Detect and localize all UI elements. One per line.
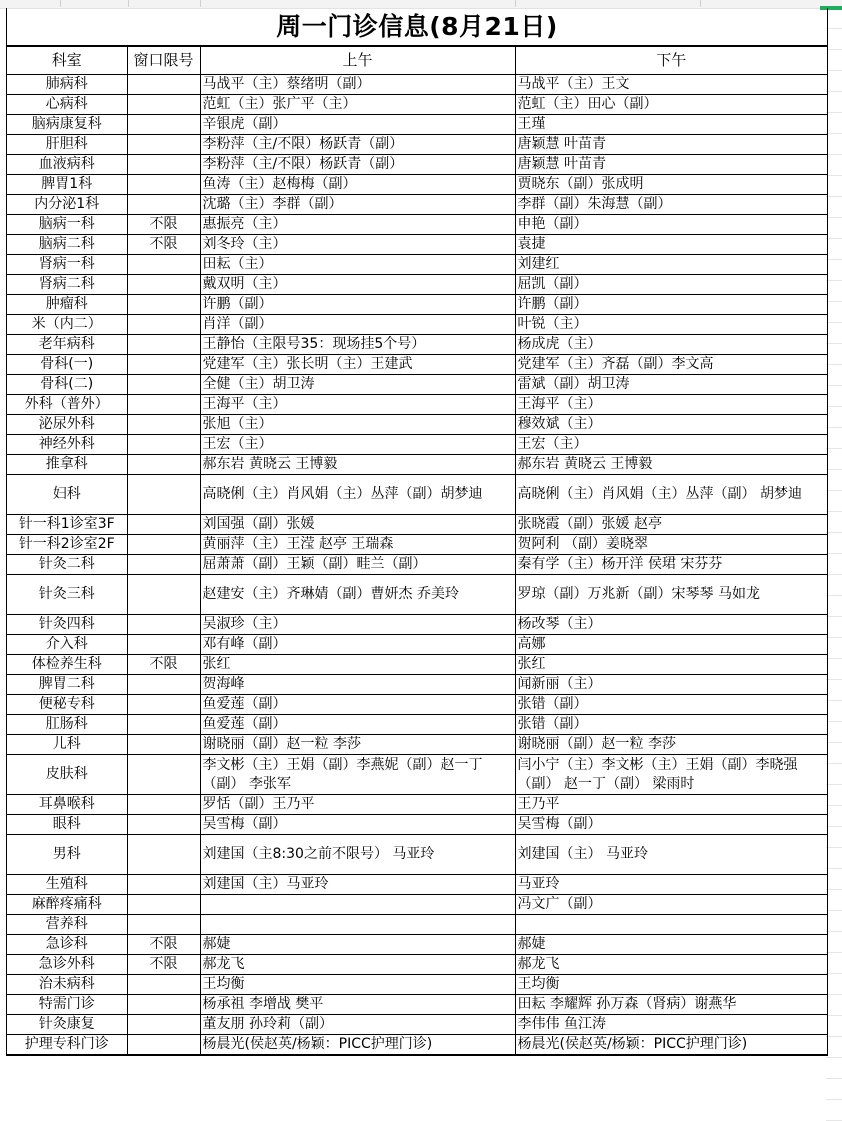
morning-cell: 刘建国（主）马亚玲 xyxy=(200,875,515,895)
schedule-table xyxy=(7,46,827,1055)
window-limit-cell xyxy=(127,895,200,915)
morning-cell: 刘建国（主8:30之前不限号） 马亚玲 xyxy=(200,835,515,875)
department-cell: 麻醉疼痛科 xyxy=(7,895,127,915)
morning-cell: 鱼涛（主）赵梅梅（副） xyxy=(200,175,515,195)
morning-cell: 鱼爱莲（副） xyxy=(200,695,515,715)
window-limit-cell xyxy=(127,395,200,415)
morning-cell: 戴双明（主） xyxy=(200,275,515,295)
afternoon-cell: 谢晓丽（副）赵一粒 李莎 xyxy=(515,735,827,755)
department-cell: 针灸二科 xyxy=(7,555,127,575)
table-row xyxy=(7,1015,827,1035)
morning-cell: 邓有峰（副） xyxy=(200,635,515,655)
morning-cell: 屈萧萧（副）王颖（副）畦兰（副） xyxy=(200,555,515,575)
table-row xyxy=(7,755,827,795)
afternoon-cell: 雷斌（副）胡卫涛 xyxy=(515,375,827,395)
department-cell: 耳鼻喉科 xyxy=(7,795,127,815)
afternoon-cell: 马亚玲 xyxy=(515,875,827,895)
department-cell: 急诊科 xyxy=(7,935,127,955)
table-row xyxy=(7,95,827,115)
department-cell: 眼科 xyxy=(7,815,127,835)
column-divider xyxy=(200,0,201,7)
afternoon-cell: 张错（副） xyxy=(515,695,827,715)
table-row xyxy=(7,415,827,435)
morning-cell: 辛银虎（副） xyxy=(200,115,515,135)
department-cell: 脑病一科 xyxy=(7,215,127,235)
morning-cell: 张旭（主） xyxy=(200,415,515,435)
department-cell: 体检养生科 xyxy=(7,655,127,675)
afternoon-cell: 杨改琴（主） xyxy=(515,615,827,635)
morning-cell: 李文彬（主）王娟（副）李燕妮（副）赵一丁（副） 李张军 xyxy=(200,755,515,795)
department-cell: 针灸三科 xyxy=(7,575,127,615)
afternoon-cell: 王乃平 xyxy=(515,795,827,815)
table-row xyxy=(7,575,827,615)
morning-cell: 郝婕 xyxy=(200,935,515,955)
window-limit-cell xyxy=(127,735,200,755)
window-limit-cell xyxy=(127,135,200,155)
table-row xyxy=(7,455,827,475)
table-row xyxy=(7,155,827,175)
afternoon-cell: 张晓霞（副）张媛 赵亭 xyxy=(515,515,827,535)
department-cell: 儿科 xyxy=(7,735,127,755)
afternoon-cell: 马战平（主）王文 xyxy=(515,75,827,95)
department-cell: 泌尿外科 xyxy=(7,415,127,435)
table-row xyxy=(7,315,827,335)
afternoon-cell: 张红 xyxy=(515,655,827,675)
department-cell: 肝胆科 xyxy=(7,135,127,155)
table-row xyxy=(7,815,827,835)
afternoon-cell: 贺阿利 （副）姜晓翠 xyxy=(515,535,827,555)
department-cell: 护理专科门诊 xyxy=(7,1035,127,1055)
morning-cell: 杨承祖 李增战 樊平 xyxy=(200,995,515,1015)
window-limit-cell xyxy=(127,515,200,535)
window-limit-cell xyxy=(127,295,200,315)
morning-cell: 王海平（主） xyxy=(200,395,515,415)
window-limit-cell xyxy=(127,915,200,935)
window-limit-cell xyxy=(127,435,200,455)
window-limit-cell xyxy=(127,795,200,815)
department-cell: 神经外科 xyxy=(7,435,127,455)
table-row xyxy=(7,735,827,755)
window-limit-cell xyxy=(127,195,200,215)
table-row xyxy=(7,235,827,255)
table-row xyxy=(7,515,827,535)
window-limit-cell xyxy=(127,475,200,515)
table-row xyxy=(7,195,827,215)
department-cell: 治未病科 xyxy=(7,975,127,995)
morning-cell: 田耘（主） xyxy=(200,255,515,275)
window-limit-cell xyxy=(127,155,200,175)
morning-cell: 吴淑珍（主） xyxy=(200,615,515,635)
department-cell: 脾胃二科 xyxy=(7,675,127,695)
department-cell: 肾病二科 xyxy=(7,275,127,295)
window-limit-cell xyxy=(127,455,200,475)
morning-cell: 马战平（主）蔡绪明（副） xyxy=(200,75,515,95)
window-limit-cell xyxy=(127,415,200,435)
afternoon-cell: 高娜 xyxy=(515,635,827,655)
table-row xyxy=(7,935,827,955)
afternoon-cell: 王海平（主） xyxy=(515,395,827,415)
afternoon-cell: 王瑾 xyxy=(515,115,827,135)
morning-cell: 李粉萍（主/不限）杨跃青（副） xyxy=(200,135,515,155)
morning-cell: 王静怡（主限号35：现场挂5个号） xyxy=(200,335,515,355)
window-limit-cell: 不限 xyxy=(127,935,200,955)
table-row xyxy=(7,615,827,635)
table-row xyxy=(7,875,827,895)
window-limit-cell xyxy=(127,755,200,795)
morning-cell: 刘冬玲（主） xyxy=(200,235,515,255)
afternoon-cell: 秦有学（主）杨开洋 侯珺 宋芬芬 xyxy=(515,555,827,575)
department-cell: 脑病二科 xyxy=(7,235,127,255)
department-cell: 肛肠科 xyxy=(7,715,127,735)
afternoon-cell: 唐颖慧 叶苗青 xyxy=(515,155,827,175)
morning-cell: 杨晨光(侯赵英/杨颖：PICC护理门诊) xyxy=(200,1035,515,1055)
morning-cell: 赵建安（主）齐琳婧（副）曹妍杰 乔美玲 xyxy=(200,575,515,615)
morning-cell: 鱼爱莲（副） xyxy=(200,715,515,735)
window-limit-cell: 不限 xyxy=(127,215,200,235)
afternoon-cell: 闫小宁（主）李文彬（主）王娟（副）李晓强（副） 赵一丁（副） 梁雨时 xyxy=(515,755,827,795)
column-divider xyxy=(60,0,61,7)
department-cell: 脑病康复科 xyxy=(7,115,127,135)
morning-cell: 郝东岩 黄晓云 王博毅 xyxy=(200,455,515,475)
afternoon-cell: 郝东岩 黄晓云 王博毅 xyxy=(515,455,827,475)
table-row xyxy=(7,395,827,415)
afternoon-cell: 袁捷 xyxy=(515,235,827,255)
morning-cell: 董友朋 孙玲莉（副） xyxy=(200,1015,515,1035)
morning-cell: 刘国强（副）张媛 xyxy=(200,515,515,535)
window-limit-cell xyxy=(127,635,200,655)
header-window-limit: 窗口限号 xyxy=(127,47,200,75)
department-cell: 针灸四科 xyxy=(7,615,127,635)
table-row xyxy=(7,535,827,555)
gridlines-right xyxy=(826,8,842,1121)
window-limit-cell xyxy=(127,95,200,115)
window-limit-cell xyxy=(127,75,200,95)
table-row xyxy=(7,995,827,1015)
morning-cell: 张红 xyxy=(200,655,515,675)
window-limit-cell xyxy=(127,575,200,615)
table-row xyxy=(7,335,827,355)
header-row xyxy=(7,47,827,75)
afternoon-cell: 刘建国（主） 马亚玲 xyxy=(515,835,827,875)
department-cell: 针一科2诊室2F xyxy=(7,535,127,555)
window-limit-cell xyxy=(127,1035,200,1055)
window-limit-cell xyxy=(127,1015,200,1035)
morning-cell: 许鹏（副） xyxy=(200,295,515,315)
department-cell: 米（内二） xyxy=(7,315,127,335)
department-cell: 肿瘤科 xyxy=(7,295,127,315)
table-row xyxy=(7,555,827,575)
table-row xyxy=(7,635,827,655)
window-limit-cell: 不限 xyxy=(127,955,200,975)
window-limit-cell xyxy=(127,275,200,295)
morning-cell: 党建军（主）张长明（主）王建武 xyxy=(200,355,515,375)
afternoon-cell: 罗琼（副）万兆新（副）宋琴琴 马如龙 xyxy=(515,575,827,615)
window-limit-cell xyxy=(127,695,200,715)
window-limit-cell xyxy=(127,535,200,555)
afternoon-cell: 范虹（主）田心（副） xyxy=(515,95,827,115)
header-afternoon: 下午 xyxy=(515,47,827,75)
window-limit-cell xyxy=(127,835,200,875)
morning-cell: 黄丽萍（主）王滢 赵亭 王瑞森 xyxy=(200,535,515,555)
morning-cell: 吴雪梅（副） xyxy=(200,815,515,835)
morning-cell: 全健（主）胡卫涛 xyxy=(200,375,515,395)
afternoon-cell: 张错（副） xyxy=(515,715,827,735)
afternoon-cell: 冯文广（副） xyxy=(515,895,827,915)
afternoon-cell: 申艳（副） xyxy=(515,215,827,235)
window-limit-cell: 不限 xyxy=(127,655,200,675)
afternoon-cell: 李伟伟 鱼江涛 xyxy=(515,1015,827,1035)
afternoon-cell: 郝龙飞 xyxy=(515,955,827,975)
window-limit-cell xyxy=(127,995,200,1015)
table-row xyxy=(7,1035,827,1055)
afternoon-cell: 杨成虎（主） xyxy=(515,335,827,355)
afternoon-cell: 唐颖慧 叶苗青 xyxy=(515,135,827,155)
column-divider xyxy=(700,0,701,7)
table-row xyxy=(7,835,827,875)
table-row xyxy=(7,295,827,315)
table-row xyxy=(7,275,827,295)
afternoon-cell: 闻新丽（主） xyxy=(515,675,827,695)
department-cell: 外科（普外） xyxy=(7,395,127,415)
morning-cell: 沈璐（主）李群（副） xyxy=(200,195,515,215)
department-cell: 针灸康复 xyxy=(7,1015,127,1035)
table-row xyxy=(7,75,827,95)
table-row xyxy=(7,355,827,375)
department-cell: 肺病科 xyxy=(7,75,127,95)
column-divider xyxy=(128,0,129,7)
morning-cell: 郝龙飞 xyxy=(200,955,515,975)
header-department: 科室 xyxy=(7,47,127,75)
column-divider xyxy=(515,0,516,7)
department-cell: 皮肤科 xyxy=(7,755,127,795)
department-cell: 男科 xyxy=(7,835,127,875)
table-row xyxy=(7,975,827,995)
department-cell: 针一科1诊室3F xyxy=(7,515,127,535)
window-limit-cell xyxy=(127,875,200,895)
window-limit-cell xyxy=(127,815,200,835)
table-row xyxy=(7,175,827,195)
table-row xyxy=(7,655,827,675)
department-cell: 生殖科 xyxy=(7,875,127,895)
afternoon-cell: 叶锐（主） xyxy=(515,315,827,335)
window-limit-cell xyxy=(127,975,200,995)
department-cell: 脾胃1科 xyxy=(7,175,127,195)
department-cell: 骨科(二) xyxy=(7,375,127,395)
window-limit-cell xyxy=(127,315,200,335)
afternoon-cell: 李群（副）朱海慧（副） xyxy=(515,195,827,215)
table-row xyxy=(7,715,827,735)
table-row xyxy=(7,255,827,275)
afternoon-cell xyxy=(515,915,827,935)
table-row xyxy=(7,955,827,975)
table-row xyxy=(7,115,827,135)
afternoon-cell: 党建军（主）齐磊（副）李文高 xyxy=(515,355,827,375)
table-row xyxy=(7,215,827,235)
morning-cell: 范虹（主）张广平（主） xyxy=(200,95,515,115)
department-cell: 内分泌1科 xyxy=(7,195,127,215)
header-morning: 上午 xyxy=(200,47,515,75)
department-cell: 急诊外科 xyxy=(7,955,127,975)
morning-cell: 肖洋（副） xyxy=(200,315,515,335)
department-cell: 心病科 xyxy=(7,95,127,115)
window-limit-cell: 不限 xyxy=(127,235,200,255)
morning-cell: 王均衡 xyxy=(200,975,515,995)
department-cell: 老年病科 xyxy=(7,335,127,355)
morning-cell: 罗恬（副）王乃平 xyxy=(200,795,515,815)
window-limit-cell xyxy=(127,355,200,375)
afternoon-cell: 王均衡 xyxy=(515,975,827,995)
department-cell: 推拿科 xyxy=(7,455,127,475)
window-limit-cell xyxy=(127,255,200,275)
window-limit-cell xyxy=(127,675,200,695)
afternoon-cell: 吴雪梅（副） xyxy=(515,815,827,835)
table-row xyxy=(7,475,827,515)
morning-cell: 高晓俐（主）肖风娟（主）丛萍（副）胡梦迪 xyxy=(200,475,515,515)
afternoon-cell: 许鹏（副） xyxy=(515,295,827,315)
afternoon-cell: 贾晓东（副）张成明 xyxy=(515,175,827,195)
window-limit-cell xyxy=(127,115,200,135)
table-row xyxy=(7,695,827,715)
schedule-sheet xyxy=(6,8,828,1056)
morning-cell xyxy=(200,895,515,915)
afternoon-cell: 穆效斌（主） xyxy=(515,415,827,435)
department-cell: 妇科 xyxy=(7,475,127,515)
morning-cell: 谢晓丽（副）赵一粒 李莎 xyxy=(200,735,515,755)
table-row xyxy=(7,675,827,695)
department-cell: 便秘专科 xyxy=(7,695,127,715)
page-title: 周一门诊信息(8月21日) xyxy=(7,8,827,46)
morning-cell: 贺海峰 xyxy=(200,675,515,695)
department-cell: 骨科(一) xyxy=(7,355,127,375)
table-row xyxy=(7,795,827,815)
morning-cell: 王宏（主） xyxy=(200,435,515,455)
window-limit-cell xyxy=(127,375,200,395)
table-row xyxy=(7,135,827,155)
afternoon-cell: 屈凯（副） xyxy=(515,275,827,295)
afternoon-cell: 刘建红 xyxy=(515,255,827,275)
afternoon-cell: 王宏（主） xyxy=(515,435,827,455)
window-limit-cell xyxy=(127,555,200,575)
table-row xyxy=(7,375,827,395)
afternoon-cell: 郝婕 xyxy=(515,935,827,955)
department-cell: 肾病一科 xyxy=(7,255,127,275)
afternoon-cell: 杨晨光(侯赵英/杨颖：PICC护理门诊) xyxy=(515,1035,827,1055)
table-row xyxy=(7,895,827,915)
table-row xyxy=(7,435,827,455)
window-limit-cell xyxy=(127,335,200,355)
morning-cell: 李粉萍（主/不限）杨跃青（副） xyxy=(200,155,515,175)
morning-cell: 惠振亮（主） xyxy=(200,215,515,235)
department-cell: 介入科 xyxy=(7,635,127,655)
afternoon-cell: 田耘 李耀辉 孙万森（肾病）谢燕华 xyxy=(515,995,827,1015)
department-cell: 特需门诊 xyxy=(7,995,127,1015)
department-cell: 血液病科 xyxy=(7,155,127,175)
window-limit-cell xyxy=(127,615,200,635)
table-row xyxy=(7,915,827,935)
window-limit-cell xyxy=(127,175,200,195)
department-cell: 营养科 xyxy=(7,915,127,935)
window-limit-cell xyxy=(127,715,200,735)
afternoon-cell: 高晓俐（主）肖风娟（主）丛萍（副） 胡梦迪 xyxy=(515,475,827,515)
morning-cell xyxy=(200,915,515,935)
